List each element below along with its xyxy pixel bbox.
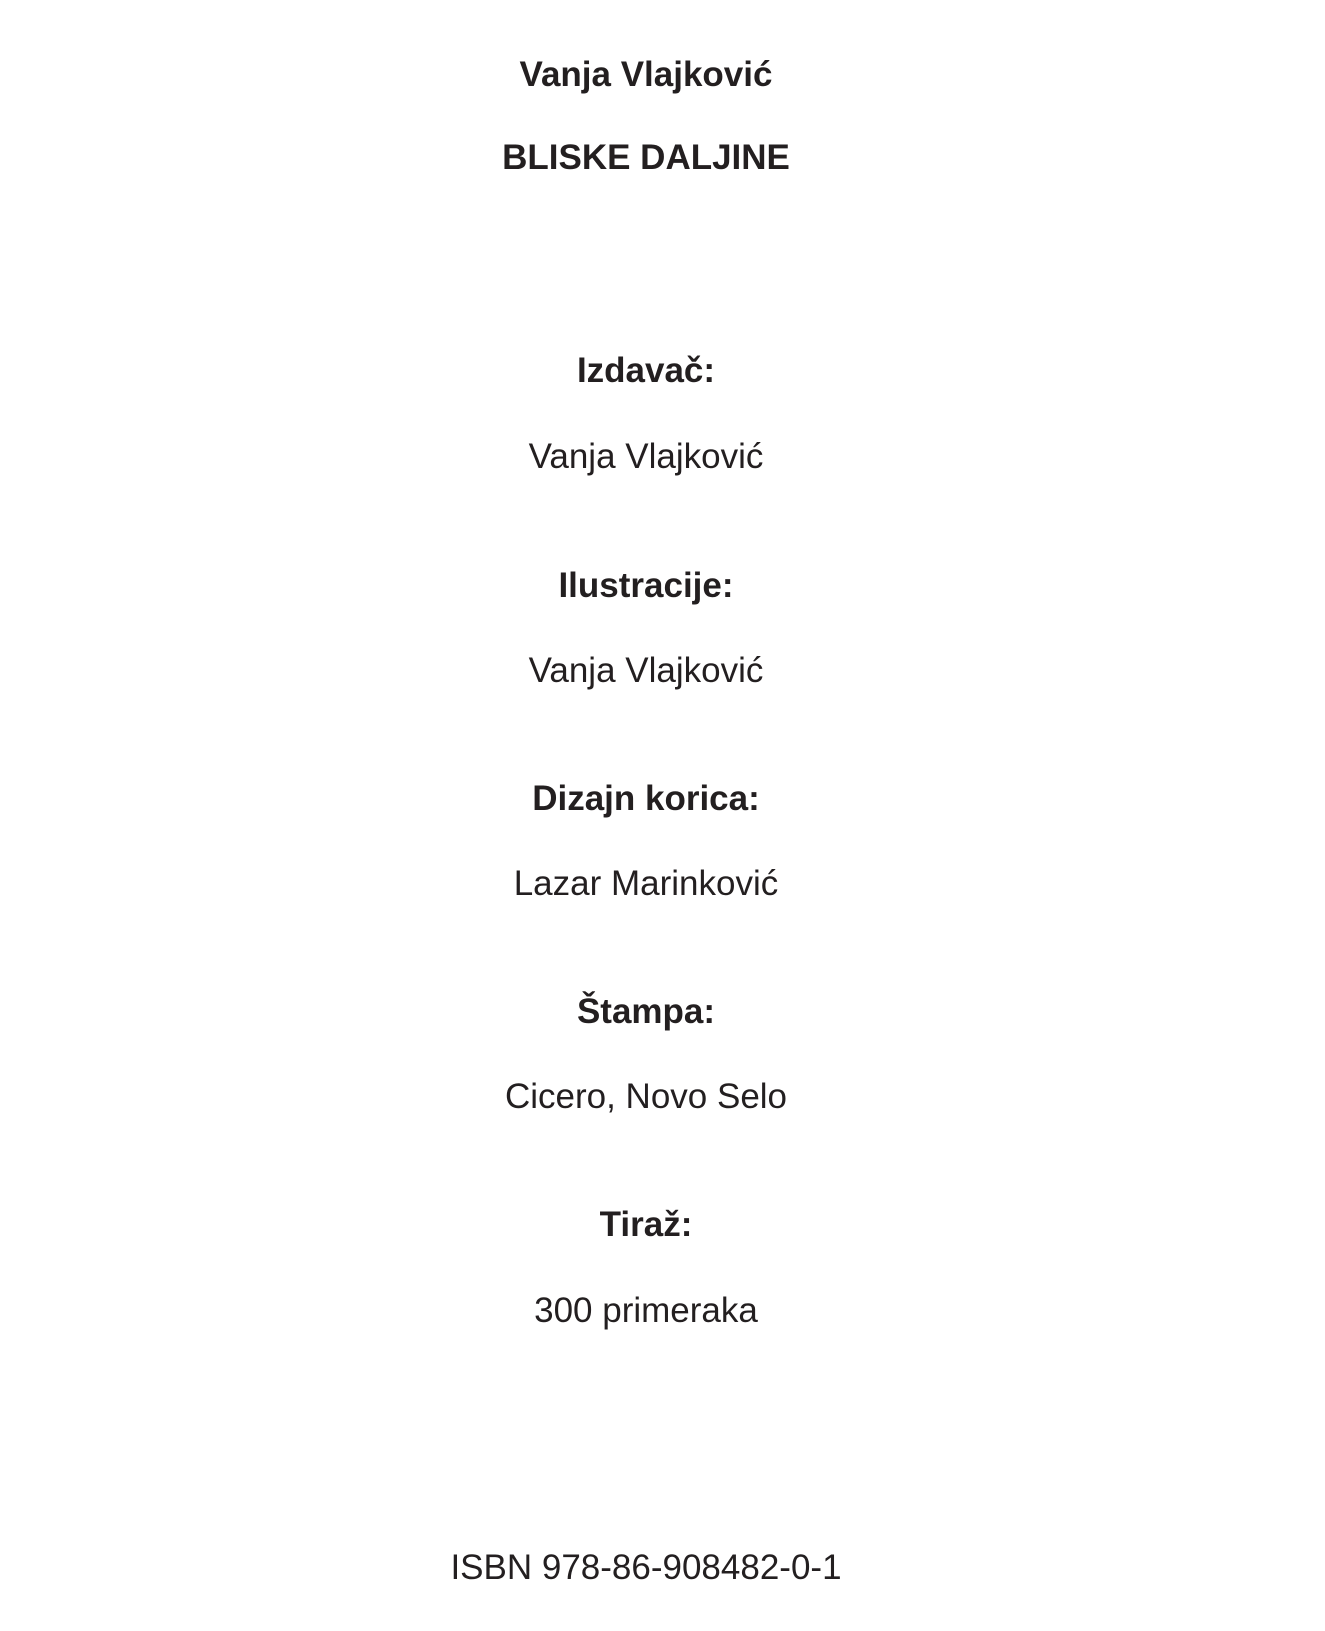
print-run-value: 300 primeraka <box>534 1291 758 1330</box>
print-run-label: Tiraž: <box>599 1205 693 1244</box>
author-name: Vanja Vlajković <box>519 55 773 94</box>
publisher-label: Izdavač: <box>576 351 716 390</box>
publisher-value: Vanja Vlajković <box>528 437 764 476</box>
print-value: Cicero, Novo Selo <box>504 1077 788 1116</box>
illustrations-value: Vanja Vlajković <box>528 651 764 690</box>
print-label: Štampa: <box>576 992 716 1031</box>
book-title: BLISKE DALJINE <box>502 138 790 177</box>
cover-design-value: Lazar Marinković <box>513 864 779 903</box>
isbn: ISBN 978-86-908482-0-1 <box>450 1548 842 1587</box>
cover-design-label: Dizajn korica: <box>532 779 760 818</box>
illustrations-label: Ilustracije: <box>558 566 734 605</box>
